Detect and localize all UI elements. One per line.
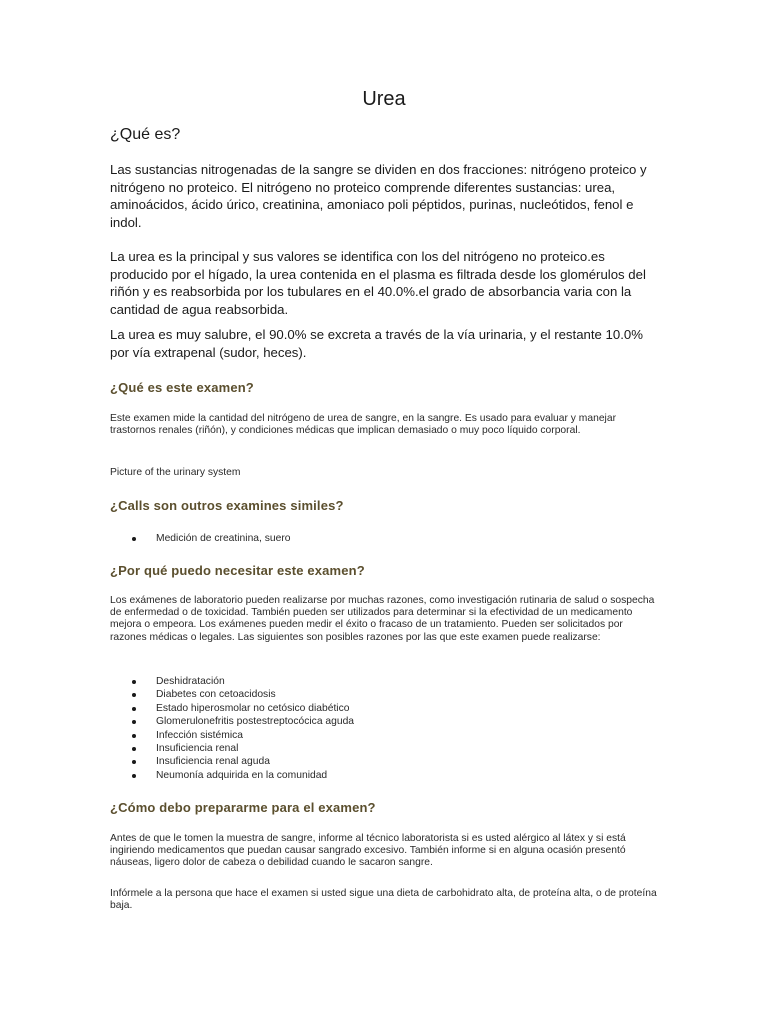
list-item: Estado hiperosmolar no cetósico diabético — [110, 702, 354, 715]
list-item: Neumonía adquirida en la comunidad — [110, 769, 354, 782]
list-item: Insuficiencia renal aguda — [110, 755, 354, 768]
list-item: Deshidratación — [110, 675, 354, 688]
heading-how-prepare: ¿Cómo debo prepararme para el examen? — [110, 800, 376, 815]
list-item: Infección sistémica — [110, 729, 354, 742]
list-item: Diabetes con cetoacidosis — [110, 688, 354, 701]
list-item: Medición de creatinina, suero — [110, 532, 291, 545]
list-item: Glomerulonefritis postestreptocócica aguda — [110, 715, 354, 728]
heading-why-need-exam: ¿Por qué puedo necesitar este examen? — [110, 563, 365, 578]
intro-paragraph-2: La urea es la principal y sus valores se identifica con los del nitrógeno no proteico.es producido por el hígado, la urea contenida en el plasma es filtrada desde los glomérulos del riñón y es reabsorbida por los tubulares en el 40.0%.el grado de absorbancia varia con la cantidad de agua reabsorbida. — [110, 249, 646, 317]
reasons-list — [110, 675, 354, 782]
prepare-paragraph-2: Infórmele a la persona que hace el examen si usted sigue una dieta de carbohidrato alta, de proteína alta, o de proteína baja. — [110, 888, 657, 912]
heading-similar-exams: ¿Calls son outros examines similes? — [110, 498, 344, 513]
list-item: Insuficiencia renal — [110, 742, 354, 755]
heading-what-is-exam: ¿Qué es este examen? — [110, 380, 254, 395]
picture-caption: Picture of the urinary system — [110, 467, 241, 478]
intro-paragraph-1: Las sustancias nitrogenadas de la sangre se dividen en dos fracciones: nitrógeno proteico y nitrógeno no proteico. El nitrógeno no proteico comprende diferentes sustancias: urea, aminoácidos, ácido úrico, creatinina, amoniaco poli péptidos, purinas, nucleótidos, fenol e indol. — [110, 162, 647, 230]
why-paragraph: Los exámenes de laboratorio pueden realizarse por muchas razones, como investigación rutinaria de salud o sospecha de enfermedad o de toxicidad. También pueden ser utilizados para determinar si la efectividad de un medicamento mejora o empeora. Los exámenes pueden medir el éxito o fracaso de un tratamiento. Pueden ser solicitados por razones médicas o legales. Las siguientes son posibles razones por las que este examen puede realizarse: — [110, 595, 655, 643]
heading-what-is: ¿Qué es? — [110, 126, 181, 143]
document-title: Urea — [362, 88, 406, 110]
exam-paragraph: Este examen mide la cantidad del nitrógeno de urea de sangre, en la sangre. Es usado para evaluar y manejar trastornos renales (riñón), y condiciones médicas que implican demasiado o muy poco líquido corporal. — [110, 413, 617, 437]
similar-exams-list — [110, 532, 291, 545]
prepare-paragraph-1: Antes de que le tomen la muestra de sangre, informe al técnico laboratorista si es usted alérgico al látex y si está ingiriendo medicamentos que puedan causar sangrado excesivo. También informe si en alguna ocasión presentó náuseas, ligero dolor de cabeza o debilidad cuando le sacaron sangre. — [110, 833, 626, 869]
intro-paragraph-3: La urea es muy salubre, el 90.0% se excreta a través de la vía urinaria, y el restante 10.0% por vía extrapenal (sudor, heces). — [110, 327, 643, 360]
